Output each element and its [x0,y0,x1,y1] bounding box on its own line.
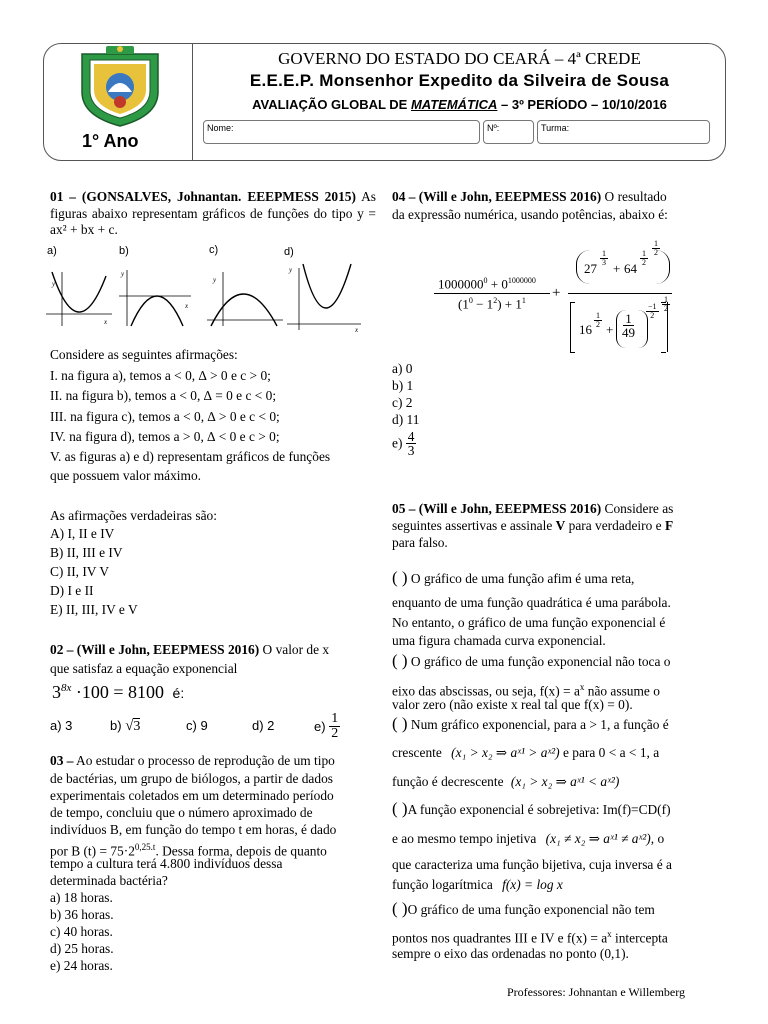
q04-expr-inner-frac-d: 49 [622,325,635,340]
q05-s4-math: (x₁ ≠ x₂ ⇒ aˣ¹ ≠ aˣ²) [545,831,651,846]
q04-expr-27-exp-n: 1 [602,249,606,258]
q04-expr-den-e2: 2 [493,296,498,305]
q01-statement-3: III. na figura c), temos a < 0, ∆ > 0 e c < 0; [50,409,280,424]
q05-s4-text-1: A função exponencial é sobrejetiva: Im(f)=CD(f) [407,802,671,817]
q01-graph-a-x-label: x [104,318,108,326]
q01-text [50,189,376,239]
q01-consider: Considere as seguintes afirmações: [50,347,238,362]
name-field-label: Nome: [207,123,234,133]
q05-s3-text-2: e para 0 < a < 1, a [559,745,660,760]
q03-line-8: determinada bactéria? [50,873,168,888]
q04-expr-num-outer-exp-d: 2 [654,248,658,257]
q02-eq-exp: 8x [61,682,72,694]
q04-expr-frac1-den [458,296,526,312]
q05-s1-line-2: enquanto de uma função quadrática é uma parábola. [392,595,671,610]
q01-graph-b-x-label: x [185,302,189,310]
q02-equation [52,682,184,703]
q01-graph-b [117,262,193,328]
q05-s4-injetiva: e ao mesmo tempo injetiva [392,831,537,846]
q01-graph-a [44,262,114,328]
q05-s5-line-3: sempre o eixo das ordenadas no ponto (0,1). [392,946,629,961]
q03-option-a[interactable]: a) 18 horas. [50,890,113,905]
q02-line-1 [50,642,329,659]
q05-s4-line-4 [392,877,563,894]
q02-eq-tail: é: [172,685,185,701]
q04-expr-num1: 1000000 [438,276,484,292]
q04-expr-27-exp-d: 3 [602,258,606,267]
q05-s1-paren[interactable]: ( ) [392,568,408,587]
q05-s3-crescente: crescente [392,745,442,760]
q02-option-d[interactable]: d) 2 [252,718,275,733]
q01-title: 01 – (GONSALVES, Johnantan. EEEPMESS 2015) [50,189,356,204]
q03-line-7: tempo a cultura terá 4.800 indivíduos dessa [50,856,283,871]
q05-s3-text-1: Num gráfico exponencial, para a > 1, a função é [407,717,669,732]
q04-expr-frac2-bar [568,293,672,294]
q04-expr-64-exp-n: 1 [642,249,646,258]
q05-text2d: F [664,518,674,533]
q01-fig-label-d: d) [284,246,294,258]
q01-option-a[interactable]: A) I, II e IV [50,526,115,541]
q02-option-e-den: 2 [331,726,339,741]
class-field-label: Turma: [541,123,570,133]
q04-expr-frac1-bar [434,293,550,294]
q02-eq-rest: ·100 = 8100 [71,682,165,702]
q03-option-c[interactable]: c) 40 horas. [50,924,113,939]
q04-expr-den-end: ) + 1 [497,296,522,312]
q02-option-e-fraction [329,712,340,741]
q05-s4-log: f(x) = log x [502,877,563,892]
name-field[interactable] [203,120,480,144]
q01-graph-b-y-label: y [121,270,125,278]
q01-option-c[interactable]: C) II, IV V [50,564,110,579]
q05-s2-line-3: valor zero (não existe x real tal que f(x) = 0). [392,697,633,712]
q05-s3-line-1 [392,716,669,734]
q03-formula-post: . Dessa forma, depois de quanto [155,843,327,859]
q02-eq-base: 3 [52,682,61,702]
q05-s5-text-2: pontos nos quadrantes III e IV e f(x) = a [392,930,608,946]
q05-s5-paren[interactable]: ( ) [392,899,408,918]
q01-statement-5b: que possuem valor máximo. [50,468,201,483]
q04-expr-den-bracket-bl [570,352,575,353]
coat-of-arms-emblem [68,44,172,128]
q01-option-b[interactable]: B) II, III e IV [50,545,123,560]
q04-expr-16-exp [594,312,602,329]
q04-text1: O resultado [601,189,667,204]
q02-option-e-num: 1 [331,711,339,726]
q04-expr-base27: 27 [584,261,597,276]
q04-expr-den-mid: − 1 [472,296,494,312]
q04-option-b[interactable]: b) 1 [392,378,414,393]
q03-option-e[interactable]: e) 24 horas. [50,958,113,973]
q04-expr-inner-exp-d: 2 [650,311,655,320]
q01-fig-label-b: b) [119,245,129,257]
q05-s5-sup: x [607,929,612,939]
q03-title: 03 – [50,753,74,768]
q05-text2c: para verdadeiro e [565,518,665,533]
q04-option-a[interactable]: a) 0 [392,361,413,376]
q02-line-2: que satisfaz a equação exponencial [50,661,238,676]
q05-s3-line-3 [392,774,619,791]
q04-expr-den-bracket-br [661,352,666,353]
q04-expr-plus0: + 0 [487,276,508,292]
q05-title: 05 – (Will e John, EEEPMESS 2016) [392,501,602,516]
q03-line-2: de bactérias, um grupo de biólogos, a partir de dados [50,771,333,786]
q01-graph-a-y-label: y [52,280,56,288]
q01-statement-4: IV. na figura d), temos a > 0, ∆ < 0 e c > 0; [50,429,280,444]
exam-subject: MATEMÁTICA [410,97,498,112]
q03-option-b[interactable]: b) 36 horas. [50,907,114,922]
q05-s3-math-2: (x₁ > x₂ ⇒ aˣ¹ < aˣ²) [510,774,620,789]
q04-expr-64-exp-d: 2 [642,258,646,267]
q05-s3-line-2 [392,745,659,762]
q04-expr-den-bracket-tl [570,302,575,303]
q04-expr-num-outer-exp [652,240,660,257]
q02-option-b-value: 3 [133,719,141,734]
q04-title: 04 – (Will e John, EEEPMESS 2016) [392,189,602,204]
footer-professors: Professores: Johnantan e Willemberg [507,985,686,999]
q04-expr-num-outer-exp-n: 1 [654,239,658,248]
q05-line-3: para falso. [392,535,448,550]
q01-graph-d [285,262,365,332]
q01-statement-2: II. na figura b), temos a < 0, ∆ = 0 e c < 0; [50,388,277,403]
q04-option-e[interactable] [392,430,416,458]
q01-intro: As figuras abaixo representam gráficos de funções do tipo y = ax² + bx + c. [50,189,376,237]
q04-expr-inner-frac-n: 1 [625,311,632,326]
q04-expr-base16: 16 [579,322,592,337]
q04-line-1 [392,189,667,206]
q04-expr-den-outer-exp-n: 1 [664,295,668,304]
q02-option-a[interactable]: a) 3 [50,718,73,733]
q01-graph-d-x-label: x [355,326,359,332]
q01-option-d[interactable]: D) I e II [50,583,94,598]
q05-s4-text-4: função logarítmica [392,877,493,892]
q04-expr-27-exp [600,250,608,267]
q03-line-1 [50,753,335,770]
q05-text2b: V [555,518,566,533]
q05-s2-text-2: eixo das abscissas, ou seja, f(x) = a [392,683,580,699]
q05-s2-line-1 [392,653,670,671]
number-field[interactable] [483,120,534,144]
exam-suffix: – 3º PERÍODO – 10/10/2016 [497,97,667,112]
q04-option-e-label: e) [392,435,403,451]
q04-expression [430,236,730,366]
q02-option-b-label: b) [110,718,122,733]
q04-expr-plus-inner-2: + [606,322,614,337]
q05-s3-decrescente: função é decrescente [392,774,504,789]
q05-s2-text-3: não assume o [584,683,660,699]
q05-s2-paren[interactable]: ( ) [392,651,408,670]
q05-s5-line-2 [392,926,668,947]
q04-expr-64-exp [640,250,648,267]
number-field-label: Nº: [487,123,500,133]
q03-text-1: Ao estudar o processo de reprodução de um tipo [76,753,335,768]
q05-s2-text-1: O gráfico de uma função exponencial não toca o [407,654,671,669]
q04-expr-16-exp-d: 2 [596,320,600,329]
q05-s1-line-4: uma figura chamada curva exponencial. [392,633,606,648]
q01-graph-c-y-label: y [213,276,217,284]
q02-title: 02 – (Will e John, EEEPMESS 2016) [50,642,260,657]
q01-graph-d-y-label: y [289,266,293,274]
sqrt-icon: √ [125,718,134,734]
q04-expr-den1: (1 [458,296,469,312]
q05-s4-line-3: que caracteriza uma função bijetiva, cuja inversa é a [392,857,672,872]
q05-s5-line-1 [392,901,655,919]
q01-statement-1: I. na figura a), temos a < 0, ∆ > 0 e c > 0; [50,368,271,383]
q01-fig-label-a: a) [47,245,57,257]
q03-line-5: indivíduos B, em função do tempo t em horas, é dado [50,822,337,837]
q02-text1: O valor de x [259,642,330,657]
q04-option-d[interactable]: d) 11 [392,412,420,427]
q04-expr-inner-frac [620,312,637,339]
q05-s1-line-3: No entanto, o gráfico de uma função exponencial é [392,615,666,630]
q05-text1: Considere as [601,501,674,516]
q04-expr-den-e0: 0 [468,296,473,305]
q04-option-c[interactable]: c) 2 [392,395,413,410]
q01-fig-label-c: c) [209,244,219,256]
exam-prefix: AVALIAÇÃO GLOBAL DE [252,97,411,112]
q05-s5-text-3: intercepta [611,930,668,946]
q05-s4-paren[interactable]: ( ) [392,799,408,818]
q03-line-4: de tempo, concluiu que o número aproximado de [50,805,313,820]
class-field[interactable] [537,120,710,144]
header-exam-line [193,97,726,112]
q05-text2a: seguintes assertivas e assinale [392,518,556,533]
q04-expr-den-e1: 1 [521,296,526,305]
q02-option-e-label: e) [314,719,326,734]
q05-s5-text-1: O gráfico de uma função exponencial não tem [407,902,655,917]
q05-s3-math-1: (x₁ > x₂ ⇒ aˣ¹ > aˣ²) [451,745,560,760]
q05-line-2 [392,518,673,535]
q05-s1-text-1: O gráfico de uma função afim é uma reta, [407,571,635,586]
q04-expr-den-outer-exp-d: 2 [664,304,668,313]
q03-option-d[interactable]: d) 25 horas. [50,941,114,956]
q04-expr-frac1-num [438,276,536,292]
q05-s1-line-1 [392,570,634,588]
q05-s4-line-2 [392,831,664,848]
q01-statement-5: V. as figuras a) e d) representam gráficos de funções [50,449,331,464]
q02-option-e[interactable] [314,712,340,741]
grade-label: 1° Ano [82,131,139,151]
q03-formula-pre: por B (t) = 75·2 [50,843,135,859]
q04-line-2: da expressão numérica, usando potências, abaixo é: [392,207,668,222]
q03-line-3: experimentais coletados em um determinado período [50,788,334,803]
q04-expr-exp1000000: 1000000 [507,276,536,285]
q01-option-e[interactable]: E) II, III, IV e V [50,602,138,617]
q04-option-e-den: 3 [407,443,415,459]
q04-expr-inner-exp [646,303,659,320]
q05-s4-text-2: , o [650,831,665,846]
header-government-line: GOVERNO DO ESTADO DO CEARÁ – 4ª CREDE [278,49,641,68]
q04-expr-den-outer-exp [662,296,670,313]
q05-s2-sup: x [579,682,585,692]
q04-option-e-fraction [406,430,417,458]
q01-question: As afirmações verdadeiras são: [50,508,217,523]
q04-expr-plus: + [552,285,561,301]
q05-s3-paren[interactable]: ( ) [392,714,408,733]
q04-expr-exp0: 0 [483,276,488,285]
q04-expr-plus-inner-1: + [613,261,621,276]
q05-s4-line-1 [392,801,671,819]
q04-expr-16-exp-n: 1 [596,311,600,320]
q01-graph-c [205,262,285,328]
header-school-line: E.E.E.P. Monsenhor Expedito da Silveira de Sousa [249,71,670,90]
q04-expr-base64: 64 [624,261,637,276]
q05-line-1 [392,501,673,518]
q04-option-e-num: 4 [407,429,415,444]
q04-expr-inner-exp-n: −1 [648,302,657,311]
q02-option-c[interactable]: c) 9 [186,718,208,733]
q03-formula-exp: 0,25.t [134,842,156,852]
q02-option-b[interactable] [110,718,140,735]
